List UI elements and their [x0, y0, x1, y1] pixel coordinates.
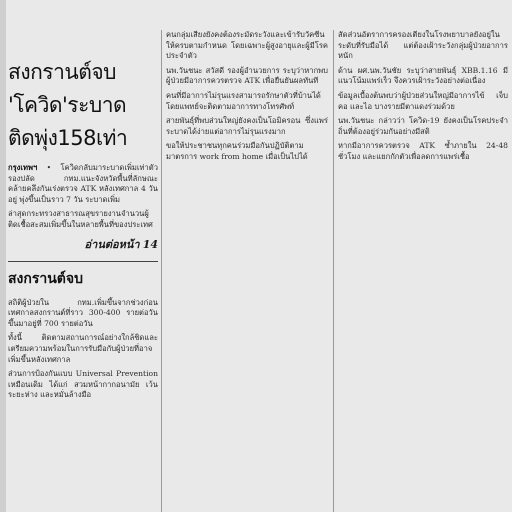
- headline: [8, 56, 158, 155]
- headline-line-2: 'โควิด'ระบาด: [8, 93, 127, 117]
- paragraph: สายพันธุ์ที่พบส่วนใหญ่ยังคงเป็นโอมิครอน ซึ่งแพร่ระบาดได้ง่ายแต่อาการไม่รุนแรงมาก: [166, 116, 328, 136]
- paragraph: คนกลุ่มเสี่ยงยังคงต้องระมัดระวังและเข้ารับวัคซีนให้ครบตามกำหนด โดยเฉพาะผู้สูงอายุและผู้มีโรคประจำตัว: [166, 30, 328, 61]
- headline-line-1: สงกรานต์จบ: [8, 60, 116, 84]
- paragraph: ล่าสุดกระทรวงสาธารณสุขรายงานจำนวนผู้ติดเชื้อสะสมเพิ่มขึ้นในหลายพื้นที่ของประเทศ: [8, 209, 153, 229]
- paragraph: คนที่มีอาการไม่รุนแรงสามารถรักษาตัวที่บ้านได้ โดยแพทย์จะติดตามอาการทางโทรศัพท์: [166, 90, 321, 111]
- continued-note: [8, 235, 158, 253]
- paragraph: นพ.วันชนะ สวัสดี รองผู้อำนวยการ ระบุว่าหากพบผู้ป่วยมีอาการควรตรวจ ATK เพื่อยืนยันผลทันที: [166, 65, 328, 86]
- paragraph: ด้าน ผศ.นพ.วันชัย ระบุว่าสายพันธุ์ XBB.1.16 มีแนวโน้มแพร่เร็ว จึงควรเฝ้าระวังอย่างต่อเนื่อง: [338, 65, 508, 86]
- column-divider: [161, 30, 162, 512]
- section-divider: [8, 261, 158, 262]
- paragraph: ส่วนการป้องกันแบบ Universal Prevention เหมือนเดิม ได้แก่ สวมหน้ากากอนามัย เว้นระยะห่าง และหมั่นล้างมือ: [8, 369, 158, 400]
- paragraph: นพ.วันชนะ กล่าวว่า โควิด-19 ยังคงเป็นโรคประจำถิ่นที่ต้องอยู่ร่วมกันอย่างมีสติ: [338, 116, 508, 136]
- column-2: [166, 30, 328, 512]
- subhead: สงกรานต์จบ: [8, 270, 83, 287]
- column-1: [8, 30, 158, 512]
- headline-line-3: ติดพุ่ง158เท่า: [8, 126, 128, 150]
- column-divider: [333, 30, 334, 512]
- lead-paragraph: [8, 163, 158, 205]
- column-3: [338, 30, 508, 512]
- paragraph: สถิติผู้ป่วยใน กทม.เพิ่มขึ้นจากช่วงก่อนเทศกาลสงกรานต์ที่ราว 300-400 รายต่อวัน ขึ้นมาอยู่ที่ 700 รายต่อวัน: [8, 297, 158, 328]
- paragraph: ขอให้ประชาชนทุกคนร่วมมือกันปฏิบัติตามมาตรการ work from home เมื่อเป็นไปได้: [166, 141, 308, 161]
- paragraph: ข้อมูลเบื้องต้นพบว่าผู้ป่วยส่วนใหญ่มีอาการไข้ เจ็บคอ และไอ บางรายมีตาแดงร่วมด้วย: [338, 90, 508, 111]
- page-edge: [0, 0, 6, 512]
- paragraph: สัดส่วนอัตราการครองเตียงในโรงพยาบาลยังอยู่ในระดับที่รับมือได้ แต่ต้องเฝ้าระวังกลุ่มผู้ป่วยอาการหนัก: [338, 30, 508, 61]
- dateline: กรุงเทพฯ: [8, 163, 38, 172]
- paragraph: ทั้งนี้ ติดตามสถานการณ์อย่างใกล้ชิดและเตรียมความพร้อมในการรับมือกับผู้ป่วยที่อาจเพิ่มขึ้นหลังเทศกาล: [8, 333, 158, 364]
- paragraph: หากมีอาการควรตรวจ ATK ซ้ำภายใน 24-48 ชั่วโมง และแยกกักตัวเพื่อลดการแพร่เชื้อ: [338, 141, 508, 161]
- lead-text: • โควิดกลับมาระบาดเพิ่มเท่าตัว รองปลัด กทม.แนะจังหวัดพื้นที่ลักษณะคล้ายคลึงกันเร่งตรวจ ATK หลังเทศกาล 4 วันอยู่ พุ่งขึ้นเป็นราว 7 วัน ระบาดเพิ่ม: [8, 163, 158, 204]
- continued-page: 14: [142, 237, 158, 251]
- continued-label: อ่านต่อหน้า: [84, 237, 140, 251]
